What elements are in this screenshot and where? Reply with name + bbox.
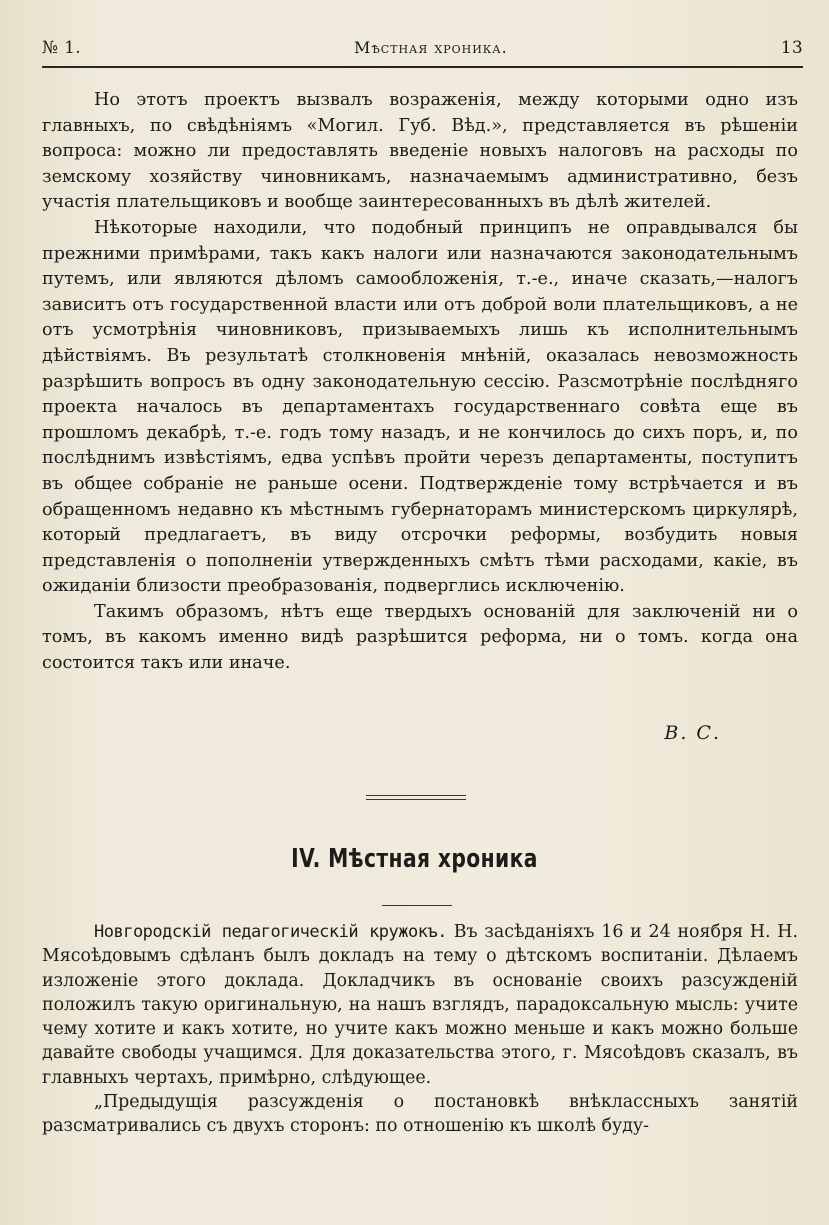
chronicle-body: [42, 920, 798, 1139]
section-heading: IV. Мѣстная хроника: [291, 844, 538, 874]
section-divider: [366, 795, 466, 800]
chronicle-text: Въ засѣданіяхъ 16 и 24 ноября Н. Н. Мясоѣдовымъ сдѣланъ былъ докладъ на тему о дѣтскомъ воспитаніи. Дѣлаемъ изложеніе этого доклада. Докладчикъ въ основаніе своихъ разсужденій положилъ такую оригинальную, на нашъ взглядъ, парадоксальную мысль: учите чему хотите и какъ хотите, но учите какъ можно меньше и какъ можно больше давайте свободы учащимся. Для доказательства этого, г. Мясоѣдовъ сказалъ, въ главныхъ чертахъ, примѣрно, слѣдующее.: [42, 922, 798, 1088]
running-title: Мѣстная хроника.: [353, 38, 508, 57]
quote-paragraph: „Предыдущія разсужденія о постановкѣ внѣклассныхъ занятій разсматривались съ двухъ сторонъ: по отношенію къ школѣ буду-: [42, 1092, 798, 1137]
paragraph-1: Но этотъ проектъ вызвалъ возраженія, между которыми одно изъ главныхъ, по свѣдѣніямъ «Могил. Губ. Вѣд.», представляется въ рѣшеніи вопроса: можно ли предоставлять введеніе новыхъ налоговъ на расходы по земскому хозяйству чиновникамъ, назначаемымъ административно, безъ участія плательщиковъ и вообще заинтересованныхъ въ дѣлѣ жителей.: [42, 90, 798, 213]
article-body: [42, 88, 798, 677]
chronicle-paragraph: [42, 920, 798, 1090]
heading-rule: [382, 905, 452, 906]
rubric-title: Новгородскій педагогическій кружокъ.: [94, 922, 447, 942]
running-header: [42, 38, 803, 68]
issue-number: № 1.: [42, 38, 81, 58]
paragraph-3: Такимъ образомъ, нѣтъ еще твердыхъ основаній для заключеній ни о томъ, въ какомъ именно видѣ разрѣшится реформа, ни о томъ. когда она состоится такъ или иначе.: [42, 601, 798, 674]
header-rule: [42, 66, 803, 68]
paragraph-2: Нѣкоторые находили, что подобный принципъ не оправдывался бы прежними примѣрами, такъ какъ налоги или назначаются законодательнымъ путемъ, или являются дѣломъ самообложенія, т.-е., иначе сказать,—налогъ зависитъ отъ государственной власти или отъ доброй воли плательщиковъ, а не отъ усмотрѣнія чиновниковъ, призываемыхъ лишь къ исполнительнымъ дѣйствіямъ. Въ результатѣ столкновенія мнѣній, оказалась невозможность разрѣшить вопросъ въ одну законодательную сессію. Разсмотрѣніе послѣдняго проекта началось въ департаментахъ государственнаго совѣта еще въ прошломъ декабрѣ, т.-е. годъ тому назадъ, и не кончилось до сихъ поръ, и, по послѣднимъ извѣстіямъ, едва успѣвъ пройти черезъ департаменты, поступитъ въ общее собраніе не раньше осени. Подтвержденіе тому встрѣчается и въ обращенномъ недавно къ мѣстнымъ губернаторамъ министерскомъ циркулярѣ, который предлагаетъ, въ виду отсрочки реформы, возбудить новыя представленія о пополненіи утвержденныхъ смѣтъ тѣми расходами, какіе, въ ожиданіи близости преобразованія, подверглись исключенію.: [42, 217, 798, 597]
page-number: 13: [780, 38, 803, 58]
author-signature: В. С.: [664, 722, 721, 744]
